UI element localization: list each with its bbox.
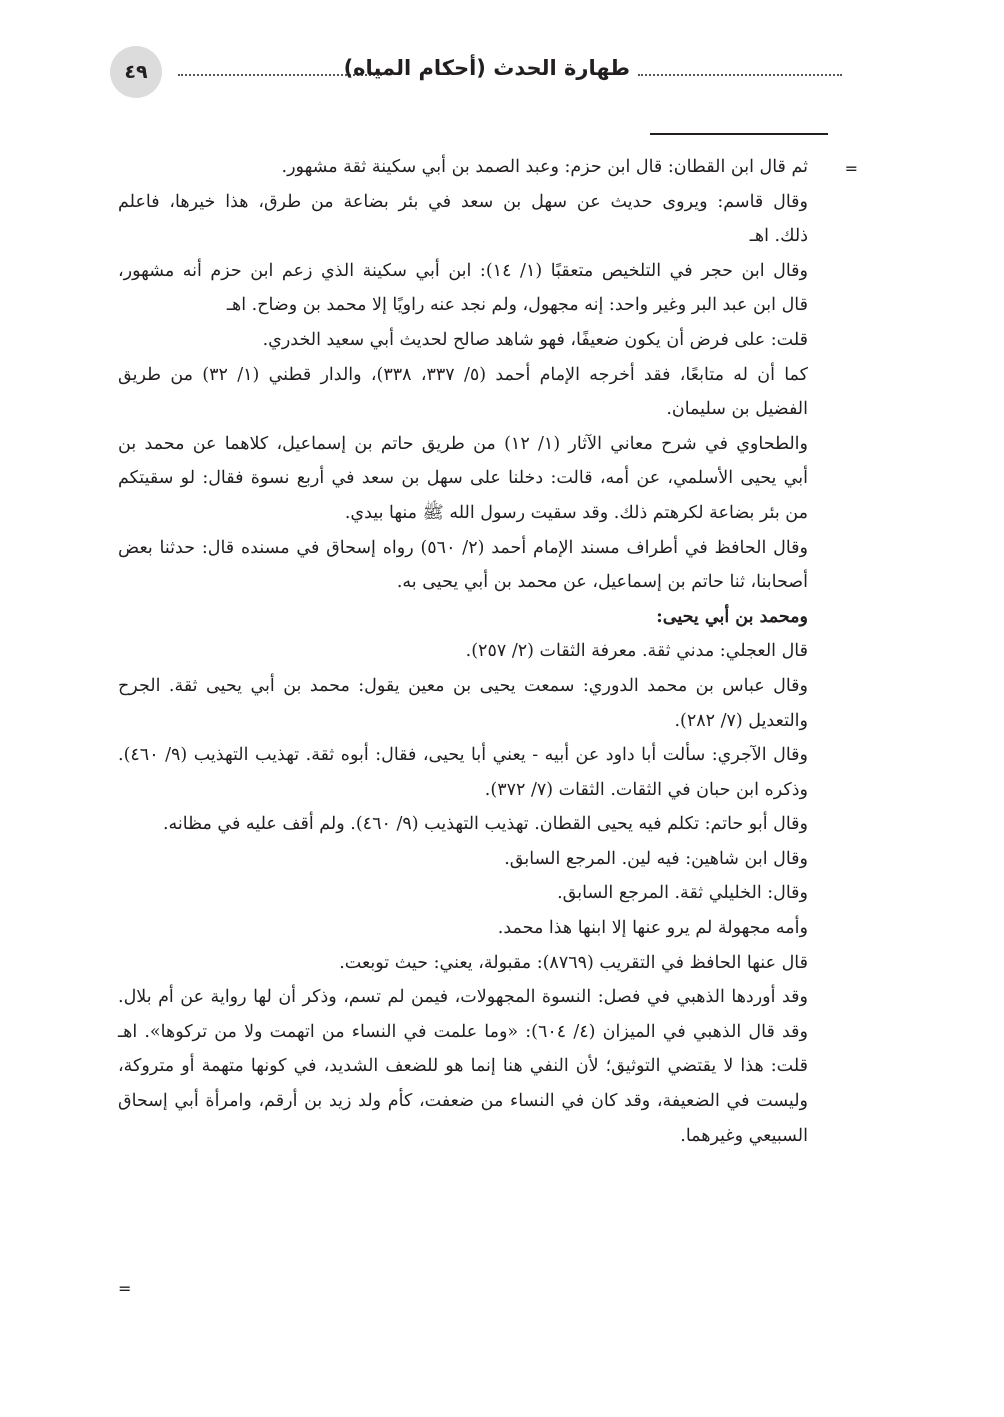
text-line: ثم قال ابن القطان: قال ابن حزم: وعبد الصمد بن أبي سكينة ثقة مشهور. — [281, 157, 808, 177]
text-line: وقال أبو حاتم: تكلم فيه يحيى القطان. تهذيب التهذيب (٩/ ٤٦٠). ولم أقف عليه في مظانه. — [162, 814, 808, 835]
text-line: وقال الحافظ في أطراف مسند الإمام أحمد (٢/ ٥٦٠) رواه إسحاق في مسنده قال: حدثنا بعض — [118, 537, 808, 558]
footnote-text — [118, 150, 808, 1153]
continuation-mark-end: = — [118, 1279, 132, 1298]
text-line: قال عنها الحافظ في التقريب (٨٧٦٩): مقبولة، يعني: حيث توبعت. — [339, 952, 808, 973]
page-number: ٤٩ — [124, 61, 148, 83]
text-line: والطحاوي في شرح معاني الآثار (١/ ١٢) من طريق حاتم بن إسماعيل، كلاهما عن محمد بن — [118, 433, 808, 454]
text-line: قال العجلي: مدني ثقة. معرفة الثقات (٢/ ٢٥٧). — [465, 641, 808, 662]
text-line: وقال ابن شاهين: فيه لين. المرجع السابق. — [504, 848, 808, 869]
header-dotted-leader-right — [638, 62, 842, 76]
text-line: وقد قال الذهبي في الميزان (٤/ ٦٠٤): «وما علمت في النساء من اتهمت ولا من تركوها». اهـ — [118, 1021, 808, 1042]
text-line: كما أن له متابعًا، فقد أخرجه الإمام أحمد (٥/ ٣٣٧، ٣٣٨)، والدار قطني (١/ ٣٢) من طريق — [118, 364, 808, 385]
text-line: أصحابنا، ثنا حاتم بن إسماعيل، عن محمد بن أبي يحيى به. — [396, 572, 808, 593]
text-line: وليست في الضعيفة، وقد كان في النساء من ضعفت، كأم ولد زيد بن أرقم، وامرأة أبي إسحاق — [118, 1091, 808, 1112]
running-title: طهارة الحدث (أحكام المياه) — [343, 56, 630, 80]
text-line: وقد أوردها الذهبي في فصل: النسوة المجهولات، فيمن لم تسم، وذكر أن لها رواية عن أم بلال. — [118, 987, 808, 1008]
text-line: أبي يحيى الأسلمي، عن أمه، قالت: دخلنا على سهل بن سعد في أربع نسوة فقال: لو سقيتكم — [118, 468, 808, 489]
footnote-rule — [650, 133, 828, 135]
text-line: قال ابن عبد البر وغير واحد: إنه مجهول، ولم نجد عنه راويًا إلا محمد بن وضاح. اهـ — [226, 295, 808, 316]
text-line: الفضيل بن سليمان. — [666, 399, 808, 420]
text-line: قلت: على فرض أن يكون ضعيفًا، فهو شاهد صالح لحديث أبي سعيد الخدري. — [262, 329, 808, 350]
text-line: وقال عباس بن محمد الدوري: سمعت يحيى بن معين يقول: محمد بن أبي يحيى ثقة. الجرح — [118, 675, 808, 696]
text-line: من بئر بضاعة لكرهتم ذلك. وقد سقيت رسول الله ﷺ منها بيدي. — [344, 502, 808, 523]
text-line: وذكره ابن حبان في الثقات. الثقات (٧/ ٣٧٢). — [484, 779, 808, 800]
text-line: وقال قاسم: ويروى حديث عن سهل بن سعد في بئر بضاعة من طرق، هذا خيرها، فاعلم — [118, 191, 808, 212]
text-line: وقال الآجري: سألت أبا داود عن أبيه - يعني أبا يحيى، فقال: أبوه ثقة. تهذيب التهذيب (٩/ ٤٦٠). — [118, 745, 808, 766]
text-line: وقال: الخليلي ثقة. المرجع السابق. — [557, 883, 808, 904]
section-heading: ومحمد بن أبي يحيى: — [656, 606, 808, 627]
text-line: ذلك. اهـ — [749, 226, 808, 247]
text-line: السبيعي وغيرهما. — [680, 1125, 808, 1146]
text-line: قلت: هذا لا يقتضي التوثيق؛ لأن النفي هنا إنما هو للضعف الشديد، في كونها متهمة أو متروكة، — [118, 1056, 808, 1077]
continuation-mark-start: = — [844, 159, 858, 178]
text-line: وأمه مجهولة لم يرو عنها إلا ابنها هذا محمد. — [497, 918, 808, 939]
text-line: والتعديل (٧/ ٢٨٢). — [674, 710, 808, 731]
text-line: وقال ابن حجر في التلخيص متعقبًا (١/ ١٤): ابن أبي سكينة الذي زعم ابن حزم أنه مشهور، — [118, 260, 808, 281]
page-number-badge — [110, 46, 162, 98]
